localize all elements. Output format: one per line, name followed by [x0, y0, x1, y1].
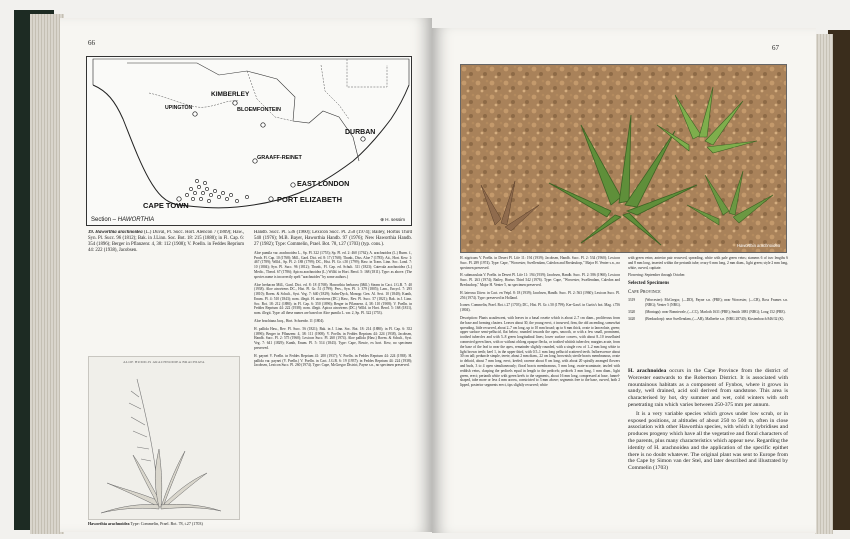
right-column-1: H. nigricans V. Poelln. in Desert Pl. Life 11: 194 (1939); Jacobsen, Handb. Succ. Pl. 2: 534 (1960); Lexicon Succ. Pl. 289 (1974). Type: Cape, "Worcester, Swellendam, Caledon and Bredasdorp," Major H. Venter s.n., no specimen preserved. H. submaculata V. Poelln. in Desert Pl. Life 11: 194 (1939); Jacobsen, Handb. Succ. Pl. 2: 586 (1960); Lexicon Succ. Pl. 263 (1974); Bailey, Hortus Third 542 (1976). Type: Cape, "Worcester, Swellendam, Caledon and Bredasdorp," Major H. Venter 5, no specimen preserved. H. laterosa Uitew. in Cact. en Vetpl. 8: 18 (1939); Jacobsen, Handb. Succ. Pl. 2: 563 (1960); Lexicon Succ. Pl. 256 (1974). Type: preserved in Holland. Icones: Commelin, Prael. Bot. t.27 (1703); DC., Hist. Pl. Gr. t.50 (1799); Ker-Gawl. in Curtis's bot. Mag. t.756 (1804). Description: Plants acaulescent, with leaves in a basal rosette which is about 2–7 cm diam., proliferous from the base and forming clusters. Leaves about 30, the young erect, ± incurved, firm, the old ascending, somewhat spreading, little recurved, about 2–7 cm long, up to 10 mm broad; up to 6 mm thick, ovate to lanceolate, green; upper surface semi-pellucid, flat below, rounded towards the apex, smooth, or with a few small, prominent, toothed tubercles and with 5–8 green longitudinal lines; lower surface convex, with about 8–10 tessellated connected green lines, with or without oblong opaque flecks, or toothed whitish tubercles; margins acute, from the base of the leaf to near the apex, remainder slightly rounded, with a single row of 1–2 mm long white to light brown teeth; keel 1, in the upper third, with 0.5–1 mm long pellucid scattered teeth. Inflorescence about 30 cm tall; peduncle simple, terete, about 2 mm diam., 22 cm long, brownish; sterile bracts membranous, ovate to deltoid, about 7 mm long, erect, keeled; raceme about 8 cm long, with about 20 spirally arranged flowers and buds, 3 to 4 open simultaneously; floral bracts membranous, 5 mm long, ovate-acuminate, tawled with reddish veins, clasping the pedicels equal in length to the pedicels; pedicels 3 mm long, 1 mm diam., light green, erect; perianth white with green keels to the segments, about 16 mm long, compressed at base, funnel-shaped, tube more or less 4 mm across, constricted to 3 mm above; segments free to the base, curved, both 2 lipped, posterior segments erect, tips slightly recurved; white [460, 256, 620, 388]
specimen-row: 3320 (Montagu): near Bonnievale, (—CC), Marloth 1631 (PRE); Smith 3881 (NBG); Long 152 (PRE). [628, 309, 786, 314]
map-section-label: Section – HAWORTHIA [91, 217, 155, 223]
plant-drawing [89, 357, 239, 519]
illustration-title: ALOE HUMILIS ARACHNOIDEA BRACHIATA [123, 360, 205, 364]
illustration-caption: Haworthia arachnoidea Type: Commelin, Prael. Bot. 78, t.27 (1703) [88, 521, 203, 526]
right-page [432, 28, 816, 533]
map-legend: ⊕ H. sessim [380, 217, 405, 222]
map-label-bloemfontein: BLOEMFONTEIN [237, 107, 281, 113]
left-page [60, 18, 432, 532]
map-label-upington: UPINGTON [165, 105, 193, 111]
specimen-row: 3319 (Worcester): McGregor, (—DD), Payne s.n. (PRE); near Worcester, (—CB), Ross Frames s.n. (NBG); Venter 5 (NBG). [628, 298, 788, 308]
page-edges-left [30, 14, 64, 534]
left-column-2: Handb. Succ. Pl. 536 (1960); Lexicon Succ. Pl. 250 (1974); Bailey, Hortus Third 540 (1976); M.B. Bayer, Haworthia Handb. 97 (1976); New Haworthia Handb. 27 (1982); Type: Commelin, Prael. Bot. 78, t.27 (1703) (typ. cons.). Aloe pumila var. arachnoidea L., Sp. Pl. 322 (1753); Sp. Pl. ed. 2: 460 (1762); A. arachnoidea (L.) Burm. f., Prodr. Fl. Cap. 10 (1768); Mill., Gard. Dict. ed. 8: 17 (1768); Thunb., Diss. Aloe 7 (1785); Ait., Hort. Kew. 1: 467 (1789); Willd., Sp. Pl. 2: 188 (1799); DC., Hist. Pl. Gr. t.50 (1799); Haw. in Trans. Linn. Soc. Lond. 7: 10 (1804); Syn. Pl. Succ. 96 (1812); Thunb., Fl. Cap. ed. Schult. 311 (1823); Catevala arachnoidea (L.) Medic., Theod. 67 (1786); Apicra arachnoidea (L.) Willd. in Hort. Berol. 5: 168 (1811). Type: as above. (The species name is incorrectly spelt "arachnoides" by some authors.) Aloe herbacea Mill., Gard. Dict. ed. 8: 18 (1768); Haworthia herbacea (Mill.) Stearn in Cact. J.G.B. 7: 40 (1938). Aloe atrovirens DC., Hist. Pl. Gr. 51 (1799); Pers., Syn. Pl. 1: 379 (1805); Lam., Encycl. 7: 295 (1810); Roem. & Schult., Syst. Veg. 7: 640 (1829); Salm-Dyck, Monogr. Gen. Al. Sect. 10 (1840); Kunth, Enum. Pl. 4: 510 (1843); nom. illegit. H. atrovirens (DC.) Haw., Rev. Pl. Succ. 57 (1821); Bak. in J. Linn. Soc. Bot. 18: 212 (1880); in Fl. Cap. 6: 350 (1896); Berger in Pflanzenr. 4, 38: 110 (1908); V. Poelln. in Feddes Reprium 44: 222 (1938); nom. illegit. Apicra atrovirens (DC.) Willd. in Hort. Berol. 5: 168 (1811), nom. illegit. Type: all these names are based on Aloe pumila L. var. 2, Sp. Pl. 322 (1753). Aloe brachiana Jacq., Hort. Schoenbr. 11 (1804). H. pallida Haw., Rev. Pl. Succ. 56 (1821); Bak. in J. Linn. Soc. Bot. 18: 214 (1880); in Fl. Cap. 6: 352 (1896); Berger in Pflanzenr. 4, 38: 111 (1908); V. Poelln. in Feddes Reprium 44: 224 (1938), Jacobsen, Handb. Succ. Pl. 2: 575 (1960); Lexicon Succ. Pl. 260 (1974). Aloe pallida (Haw.) Roem. & Schult., Syst. Veg. 7: 641 (1829); Kunth, Enum. Pl. 5: 514 (1843). Type: Cape, Bowie, ex hort. Kew, no specimen preserved. H. paynei V. Poelln. in Feddes Reprium 41: 200 (1937); V. Poelln. in Feddes Reprium 44: 224 (1938). H. pallida var. paynei (V. Poelln.) V. Poelln. in Cact. J.G.B. 6: 19 (1937); in Feddes Reprium 44: 224 (1938); Jacobsen, Lexicon Succ. Pl. 260 (1974). Type: Cape, McGregor District, Payne s.n., no specimen preserved. [254, 230, 412, 368]
left-column-1: 39. Haworthia arachnoidea (L.) Duval, Pl. Succ. Hort. Alencon 7 (1809); Haw., Syn. Pl. Succ. 96 (1812); Bak. in J.Linn. Soc. Bot. 18: 215 (1880); in Fl. Cap. 6: 354 (1896); Berger in Pflanzenr. 4, 38: 112 (1908); V. Poelln. in Feddes Reprium 44: 222 (1938), Jacobsen. [88, 230, 244, 253]
map-outline [87, 57, 411, 225]
map-label-port-elizabeth: PORT ELIZABETH [277, 195, 342, 204]
photo-image [461, 65, 786, 252]
map-label-graaff-reinet: GRAAFF-REINET [257, 155, 302, 161]
commelin-illustration [88, 356, 240, 520]
map-label-cape-town: CAPE TOWN [143, 201, 189, 210]
page-number-left: 66 [88, 39, 95, 47]
map-label-east-london: EAST LONDON [297, 179, 350, 188]
page-number-right: 67 [772, 44, 779, 52]
right-column-2-body: H. arachnoidea occurs in the Cape Province from the district of Worcester eastwards to the Robertson District. It is associated with mountainous habitats as a component of Fynbos, where it grows in sandy, well drained, acid soil derived from sandstone. This area is characterised by hot, dry summer and wet, cold winters with soft penetrating rain which varies between 250-375 mm per annum. It is a very variable species which grows under low scrub, or in exposed positions, at altitudes of about 250 to 500 m, often in close association with other Haworthia species, with which it hybridises and produces progeny which have all the vegetative and floral characters of the parents, plus many characteristics which appear new. Regarding the identity of H. arachnoidea and the application of the specific epithet there is no doubt whatever. The original plant was sent to Europe from the Cape by Simon van der Stel, and later described and illustrated by Commelin (1703) [628, 368, 788, 472]
photo-label: Haworthia arachnoidea [736, 243, 780, 248]
right-column-2-top: with green veins; anterior pair recurved, spreading, white with pale green veins; stamens 6 of two lengths 6 and 8 mm long, inserted within the perianth tube; ovary 6 mm long, 2 mm diam., light green; style 2 mm long, white, curved, capitate. Flowering: September through October. Selected Specimens Cape Province 3319 (Worcester): McGregor, (—DD), Payne s.n. (PRE); near Worcester, (—CB), Ross Frames s.n. (NBG); Venter 5 (NBG). 3320 (Montagu): near Bonnievale, (—CC), Marloth 1631 (PRE); Smith 3881 (NBG); Long 152 (PRE). 3420 (Bredasdorp): near Swellendam, (—AB), Malherbe s.n. (NBG 28740); Kirstenbosch 846/32 (K). [628, 256, 788, 321]
specimens-heading: Selected Specimens [628, 281, 670, 287]
plant-photograph [460, 64, 787, 253]
map-label-durban: DURBAN [345, 129, 376, 136]
map-label-kimberley: KIMBERLEY [211, 91, 250, 98]
specimen-row: 3420 (Bredasdorp): near Swellendam, (—AB), Malherbe s.n. (NBG 28740); Kirstenbosch 846/32 (K). [628, 316, 785, 321]
page-edges-right [815, 34, 833, 534]
distribution-map [86, 56, 412, 226]
province-heading: Cape Province [628, 289, 661, 295]
